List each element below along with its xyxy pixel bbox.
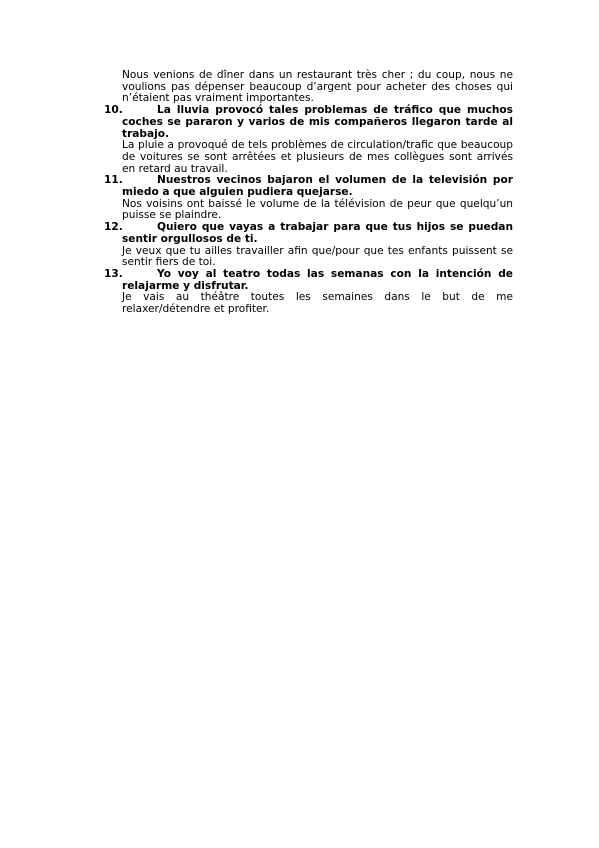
spanish-sentence: Yo voy al teatro todas las semanas con la intención de relajarme y disfrutar. [122,267,513,292]
french-translation: Je veux que tu ailles travailler afin que/pour que tes enfants puissent se sentir fiers de toi. [122,244,513,269]
french-translation: Je vais au théâtre toutes les semaines dans le but de me relaxer/détendre et profiter. [122,291,513,316]
french-translation: Nos voisins ont baissé le volume de la télévision de peur que quelqu’un puisse se plaindre. [122,197,513,222]
item-number: 11. [104,174,123,187]
list-item-12 [0,222,599,269]
list-item-13 [0,269,599,316]
french-translation: La pluie a provoqué de tels problèmes de circulation/trafic que beaucoup de voitures se sont arrêtées et plusieurs de mes collègues sont arrivés en retard au travail. [122,139,513,175]
item-number: 10. [104,104,123,117]
item-number: 12. [104,221,123,234]
list-item-10 [0,105,599,175]
spanish-sentence: Quiero que vayas a trabajar para que tus hijos se puedan sentir orgullosos de ti. [122,221,513,245]
item-number: 13. [104,267,123,280]
spanish-sentence: La lluvia provocó tales problemas de tráfico que muchos coches se pararon y varios de mis compañeros llegaron tarde al trabajo. [122,104,513,140]
intro-french-translation: Nous venions de dîner dans un restaurant très cher ; du coup, nous ne voulions pas dépenser beaucoup d’argent pour acheter des choses qui n’étaient pas vraiment importantes. [122,69,513,105]
document-body [0,70,599,316]
list-item-11 [0,175,599,222]
spanish-sentence: Nuestros vecinos bajaron el volumen de la televisión por miedo a que alguien pudiera quejarse. [122,174,513,199]
